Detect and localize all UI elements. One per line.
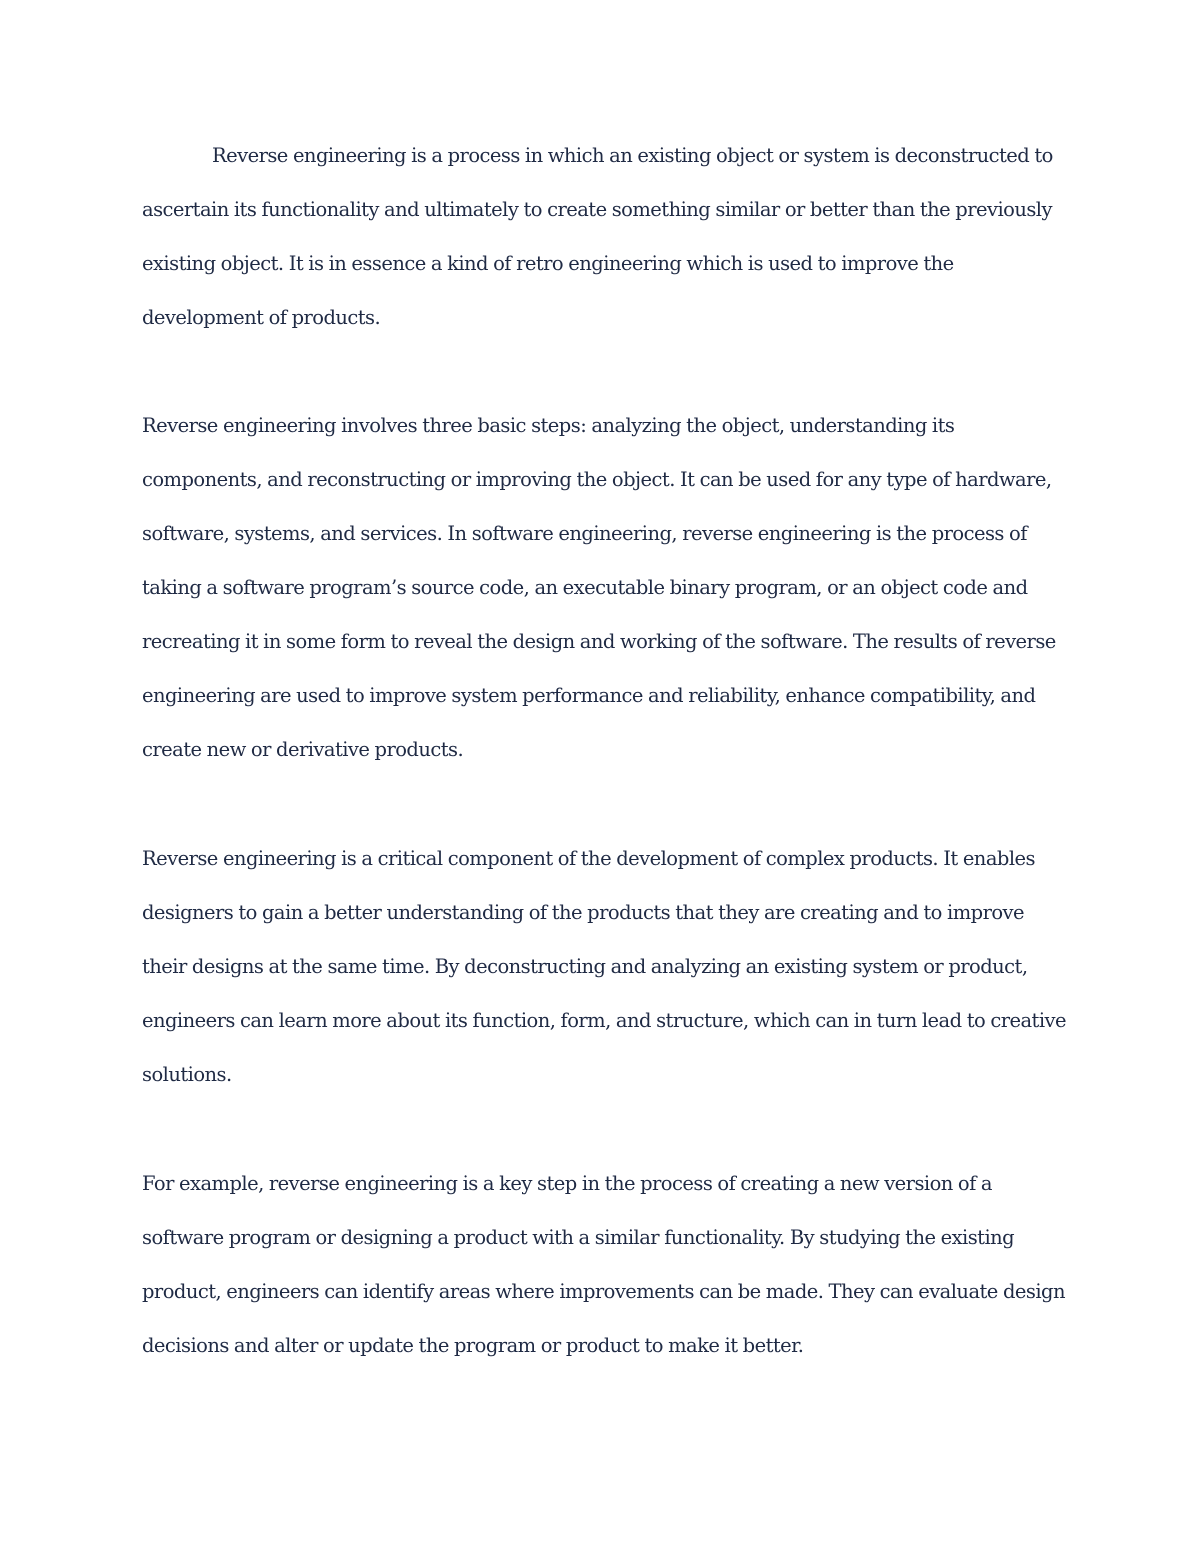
paragraph-3: Reverse engineering is a critical component of the development of complex products. It enables designers to gain a better understanding of the products that they are creating and to improve their designs at the same time. By deconstructing and analyzing an existing system or product, engineers can learn more about its function, form, and structure, which can in turn lead to creative solutions. [142, 847, 1066, 1086]
paragraph-1: Reverse engineering is a process in which an existing object or system is deconstructed to ascertain its functionality and ultimately to create something similar or better than the previously existing object. It is in essence a kind of retro engineering which is used to improve the development of products. [142, 144, 1053, 329]
paragraph-2: Reverse engineering involves three basic steps: analyzing the object, understanding its components, and reconstructing or improving the object. It can be used for any type of hardware, software, systems, and services. In software engineering, reverse engineering is the process of taking a software program’s source code, an executable binary program, or an object code and recreating it in some form to reveal the design and working of the software. The results of reverse engineering are used to improve system performance and reliability, enhance compatibility, and create new or derivative products. [142, 414, 1056, 761]
paragraph-4: For example, reverse engineering is a key step in the process of creating a new version of a software program or designing a product with a similar functionality. By studying the existing product, engineers can identify areas where improvements can be made. They can evaluate design decisions and alter or update the program or product to make it better. [142, 1172, 1065, 1357]
